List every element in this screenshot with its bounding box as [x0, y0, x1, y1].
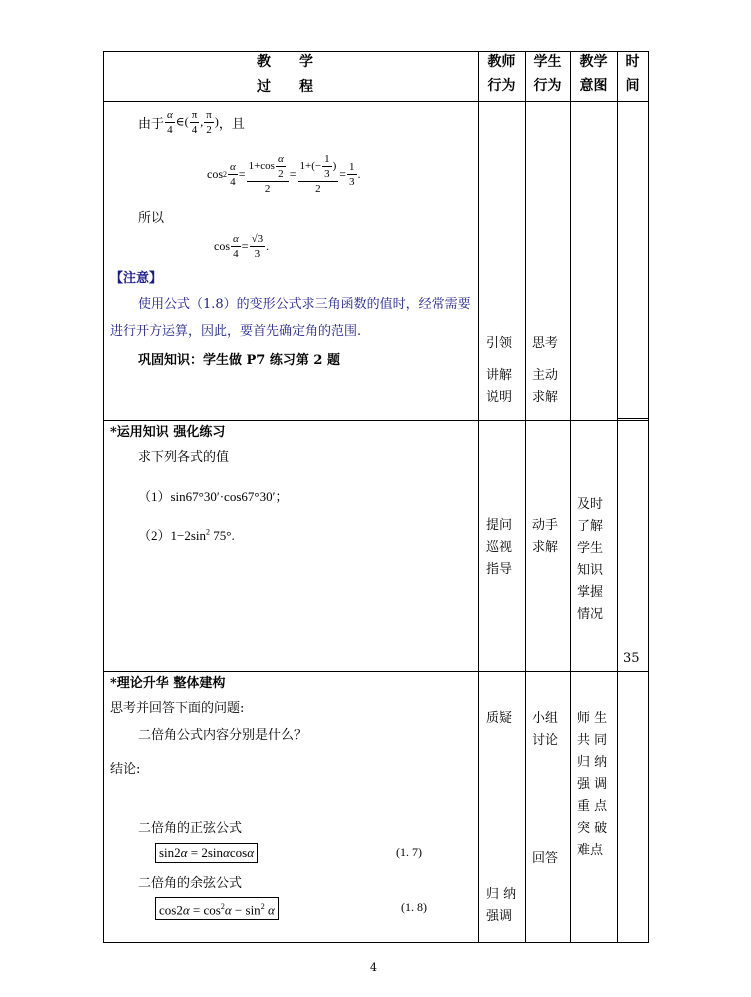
cos-formula-number: (1. 8) — [401, 900, 427, 914]
header-student-behavior: 学生 行为 — [533, 54, 562, 94]
sine-formula-number: (1. 7) — [396, 845, 422, 859]
row1-teacher-behavior: 引领 讲解 说明 — [486, 336, 513, 405]
since-line: 由于 $\frac{\alpha}{4}$ ∈( $\frac{\pi}{4}$ , $\frac{\pi}{2}$ ) ，且 — [138, 109, 245, 136]
row1-intent-divider — [617, 418, 649, 419]
header-teaching-intent: 教学 意图 — [579, 54, 608, 94]
page-number: 4 — [370, 961, 377, 974]
col-divider-3 — [570, 51, 571, 943]
row1-student-behavior: 思考 主动 求解 — [532, 336, 559, 405]
sine-double-angle-formula: sin2α = 2sinαcosα — [155, 843, 258, 863]
header-process-line1: 教 学 — [257, 54, 313, 70]
row3-student-discuss: 小组 讨论 — [532, 711, 559, 748]
row2-teacher-behavior: 提问 巡视 指导 — [486, 518, 513, 577]
cos-double-angle-formula: $\cos 2\alpha = \cos^2\alpha - \sin^2 \alpha$ — [155, 897, 279, 920]
header-teacher-behavior: 教师 行为 — [487, 54, 516, 94]
row3-conclusion: 结论: — [110, 762, 141, 777]
note-line1: 使用公式（1.8）的变形公式求三角函数的值时，经常需要 — [138, 297, 471, 312]
row2-teaching-intent: 及时 了解 学生 知识 掌握 情况 — [577, 497, 604, 622]
cos-formula-label: 二倍角的余弦公式 — [138, 876, 243, 891]
range-formula: $\frac{\alpha}{4}$ ∈( $\frac{\pi}{4}$ , $\frac{\pi}{2}$ ) — [167, 109, 219, 136]
row2-title: *运用知识 强化练习 — [110, 425, 226, 440]
row3-title: *理论升华 整体建构 — [110, 676, 226, 691]
header-process-line2: 过 程 — [257, 79, 313, 95]
row3-teaching-intent: 师 生 共 同 归 纳 强 调 重 点 突 破 难点 — [577, 711, 608, 858]
table-right-border — [648, 51, 649, 943]
col-divider-1 — [478, 51, 479, 943]
row3-teacher-question: 质疑 — [486, 711, 513, 726]
consolidate-text: 巩固知识：学生做 P7 练习第 2 题 — [138, 353, 340, 368]
note-label: 【注意】 — [110, 271, 163, 286]
cos-result-formula: cos $\frac{\alpha}{4}$ = $\frac{√3}{3}$ . — [214, 233, 270, 260]
note-line2: 进行开方运算，因此，要首先确定角的范围. — [110, 324, 362, 339]
row2-time: 35 — [623, 651, 640, 666]
col-divider-4 — [617, 51, 618, 943]
row3-intro: 思考并回答下面的问题: — [110, 701, 245, 716]
cos-squared-formula: cos 2 $\frac{\alpha}{4}$ = 1+cos $\frac{\alpha}{2}$ 2 = 1+(− $\frac{1}{3}$ ) 2 = $\frac{1}{3}$ . — [207, 153, 361, 195]
row2-intro: 求下列各式的值 — [138, 450, 230, 465]
header-bottom-border — [103, 101, 649, 102]
question-2: $(2)1-2\sin^2$ 75°. — [138, 527, 235, 543]
header-time: 时 间 — [625, 54, 640, 94]
table-left-border — [103, 51, 104, 943]
question-1: （1）sin67°30′·cos67°30′； — [138, 489, 289, 504]
table-bottom-border — [103, 942, 649, 943]
row2-student-behavior: 动手 求解 — [532, 518, 559, 555]
so-label: 所以 — [138, 211, 165, 226]
row3-teacher-summarize: 归 纳 强调 — [486, 887, 517, 924]
sine-formula-label: 二倍角的正弦公式 — [138, 821, 243, 836]
row3-student-answer: 回答 — [532, 851, 559, 866]
row3-question: 二倍角公式内容分别是什么？ — [138, 728, 308, 743]
col-divider-2 — [525, 51, 526, 943]
